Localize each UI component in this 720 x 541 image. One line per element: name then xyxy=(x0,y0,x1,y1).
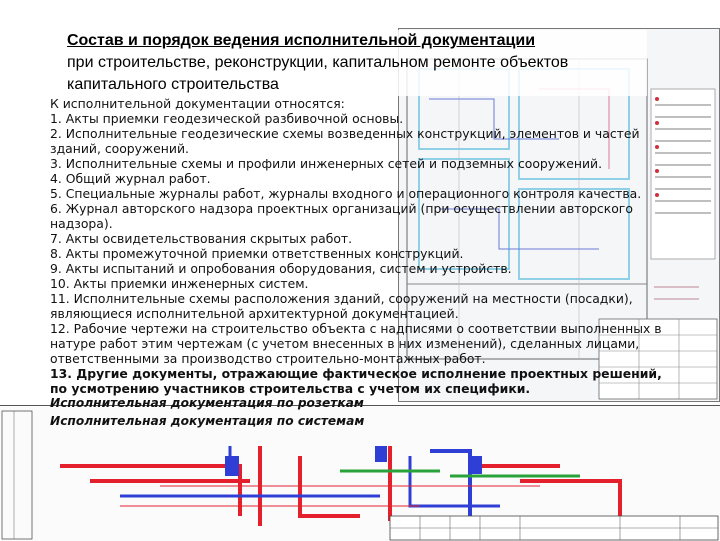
title-subtitle-line1: при строительстве, реконструкции, капитальном ремонте объектов xyxy=(67,54,569,71)
list-item: 5. Специальные журналы работ, журналы входного и операционного контроля качества. xyxy=(50,186,642,201)
list-item: 6. Журнал авторского надзора проектных организаций (при осуществлении авторского надзора). xyxy=(50,201,633,231)
list-item: 12. Рабочие чертежи на строительство объекта с надписями о соответствии выполненных в натуре работ этим чертежам (с учетом внесенных в них изменений), сделанных лицами, ответственными за производство строительно-монтажных работ. xyxy=(50,321,662,366)
list-item: 1. Акты приемки геодезической разбивочной основы. xyxy=(50,111,404,126)
list-item: 4. Общий журнал работ. xyxy=(50,171,211,186)
list-intro: К исполнительной документации относятся: xyxy=(50,96,345,111)
list-item: 8. Акты промежуточной приемки ответственных конструкций. xyxy=(50,246,464,261)
caption-systems: Исполнительная документация по системам xyxy=(50,414,365,428)
list-item: 10. Акты приемки инженерных систем. xyxy=(50,276,309,291)
list-item: 2. Исполнительные геодезические схемы возведенных конструкций, элементов и частей зданий, сооружений. xyxy=(50,126,640,156)
title-main: Состав и порядок ведения исполнительной документации xyxy=(67,32,536,49)
page-title xyxy=(67,30,647,96)
list-item: 3. Исполнительные схемы и профили инженерных сетей и подземных сооружений. xyxy=(50,156,603,171)
title-subtitle-line2: капитального строительства xyxy=(67,76,279,93)
caption-sockets: Исполнительная документация по розеткам xyxy=(50,396,364,410)
list-item: 9. Акты испытаний и опробования оборудования, систем и устройств. xyxy=(50,261,512,276)
list-item: 7. Акты освидетельствования скрытых работ. xyxy=(50,231,353,246)
documentation-list xyxy=(50,96,678,396)
list-item: 11. Исполнительные схемы расположения зданий, сооружений на местности (посадки), являющиеся исполнительной архитектурной документацией. xyxy=(50,291,633,321)
list-item-13: 13. Другие документы, отражающие фактическое исполнение проектных решений, по усмотрению участников строительства с учетом их специфики. xyxy=(50,366,662,396)
